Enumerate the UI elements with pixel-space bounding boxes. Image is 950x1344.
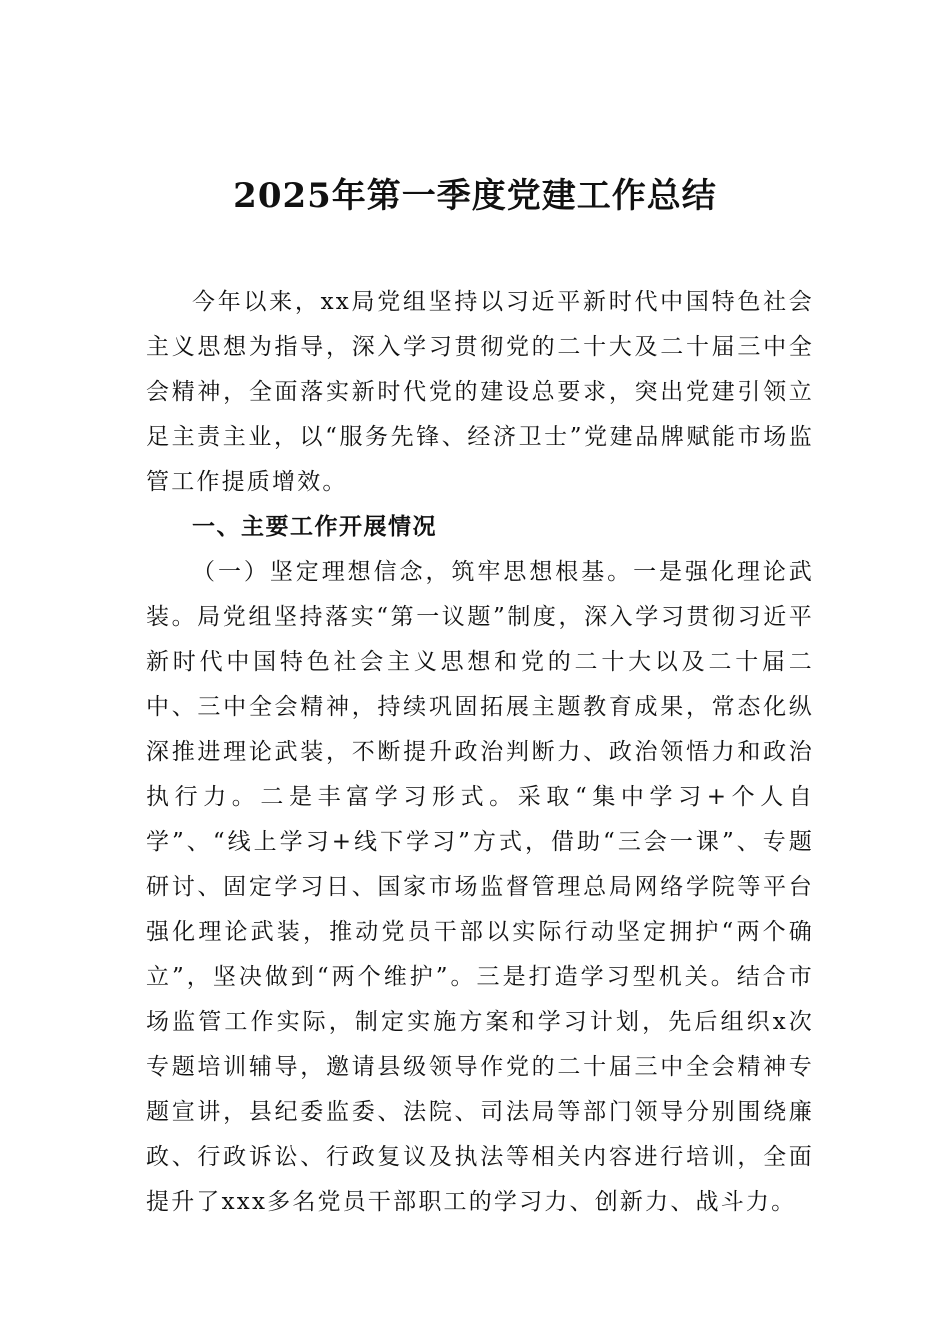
section-heading: 一、主要工作开展情况 — [192, 514, 437, 540]
document-body — [146, 280, 814, 1225]
intro-paragraph: 今年以来，xx局党组坚持以习近平新时代中国特色社会主义思想为指导，深入学习贯彻党的二十大及二十届三中全会精神，全面落实新时代党的建设总要求，突出党建引领立足主责主业，以“服务先锋、经济卫士”党建品牌赋能市场监管工作提质增效。 — [146, 289, 814, 495]
document-title: 2025年第一季度党建工作总结 — [233, 176, 717, 216]
section-paragraph: （一）坚定理想信念，筑牢思想根基。一是强化理论武装。局党组坚持落实“第一议题”制度，深入学习贯彻习近平新时代中国特色社会主义思想和党的二十大以及二十届二中、三中全会精神，持续巩固拓展主题教育成果，常态化纵深推进理论武装，不断提升政治判断力、政治领悟力和政治执行力。二是丰富学习形式。采取“集中学习+个人自学”、“线上学习+线下学习”方式，借助“三会一课”、专题研讨、固定学习日、国家市场监督管理总局网络学院等平台强化理论武装，推动党员干部以实际行动坚定拥护“两个确立”，坚决做到“两个维护”。三是打造学习型机关。结合市场监管工作实际，制定实施方案和学习计划，先后组织x次专题培训辅导，邀请县级领导作党的二十届三中全会精神专题宣讲，县纪委监委、法院、司法局等部门领导分别围绕廉政、行政诉讼、行政复议及执法等相关内容进行培训，全面提升了xxx多名党员干部职工的学习力、创新力、战斗力。 — [146, 559, 814, 1215]
